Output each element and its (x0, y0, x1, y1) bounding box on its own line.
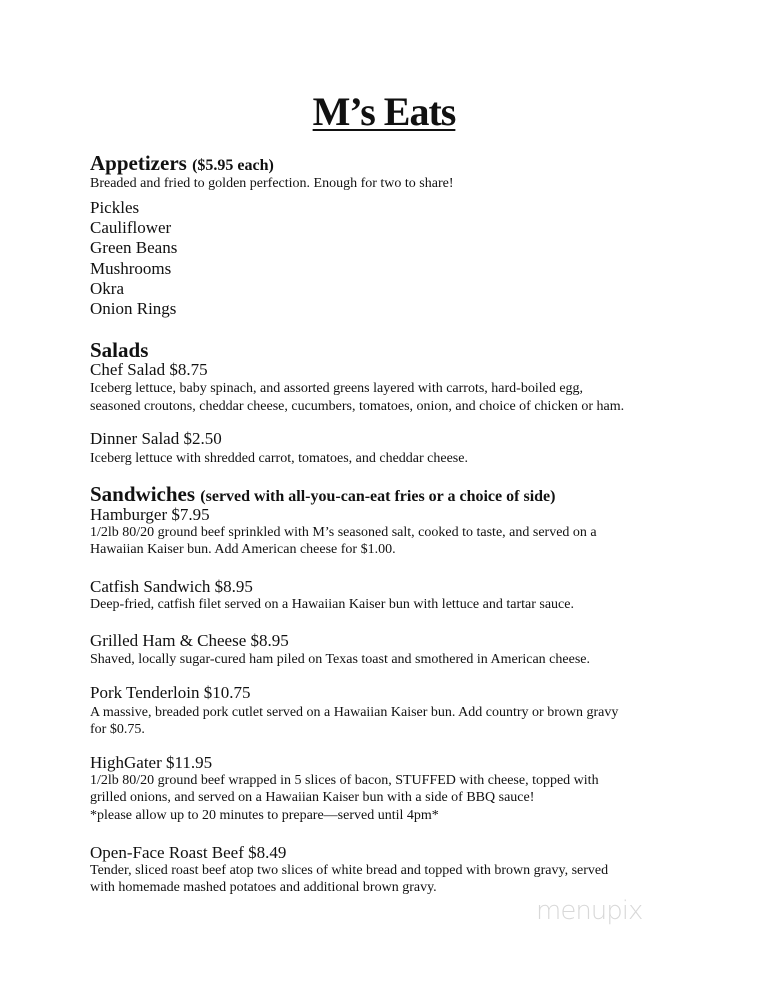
list-item: Mushrooms (90, 258, 172, 278)
appetizers-list (90, 198, 177, 319)
menu-item-description: grilled onions, and served on a Hawaiian Kaiser bun with a side of BBQ sauce! (90, 790, 535, 805)
menu-item-description: 1/2lb 80/20 ground beef wrapped in 5 slices of bacon, STUFFED with cheese, topped with (90, 773, 599, 788)
menu-item-description: Tender, sliced roast beef atop two slices of white bread and topped with brown gravy, served (90, 863, 609, 878)
menu-item-description: Shaved, locally sugar-cured ham piled on Texas toast and smothered in American cheese. (90, 652, 590, 667)
appetizers-heading-label: Appetizers (90, 151, 187, 175)
menu-item-name: Grilled Ham & Cheese $8.95 (90, 631, 289, 650)
menu-item-name: Pork Tenderloin $10.75 (90, 683, 251, 702)
salads-heading: Salads (90, 338, 149, 362)
menu-item-name: Chef Salad $8.75 (90, 360, 208, 379)
menu-item-description: for $0.75. (90, 722, 145, 737)
sandwiches-heading-label: Sandwiches (90, 482, 196, 506)
menu-item-description: *please allow up to 20 minutes to prepare—served until 4pm* (90, 808, 439, 823)
menu-item-name: HighGater $11.95 (90, 753, 213, 772)
menu-item-name: Dinner Salad $2.50 (90, 429, 222, 448)
menu-item-name: Hamburger $7.95 (90, 505, 210, 524)
menu-item-description: Deep-fried, catfish filet served on a Hawaiian Kaiser bun with lettuce and tartar sauce. (90, 597, 574, 612)
list-item: Green Beans (90, 238, 178, 258)
menu-item-name: Catfish Sandwich $8.95 (90, 577, 253, 596)
appetizers-description: Breaded and fried to golden perfection. Enough for two to share! (90, 176, 454, 191)
sandwiches-note: (served with all-you-can-eat fries or a choice of side) (200, 488, 556, 505)
watermark: menupix (536, 896, 643, 926)
list-item: Okra (90, 278, 124, 298)
menu-item-description: seasoned croutons, cheddar cheese, cucumbers, tomatoes, onion, and choice of chicken or ham. (90, 399, 625, 414)
menu-item-description: with homemade mashed potatoes and additional brown gravy. (90, 880, 437, 895)
menu-item-description: A massive, breaded pork cutlet served on a Hawaiian Kaiser bun. Add country or brown gravy (90, 705, 619, 720)
appetizers-heading (90, 151, 274, 178)
menu-item-description: Iceberg lettuce with shredded carrot, tomatoes, and cheddar cheese. (90, 451, 468, 466)
list-item: Cauliflower (90, 218, 172, 238)
menu-item-description: Iceberg lettuce, baby spinach, and assorted greens layered with carrots, hard-boiled egg, (90, 381, 584, 396)
menu-item-name: Open-Face Roast Beef $8.49 (90, 843, 287, 862)
appetizers-price-note: ($5.95 each) (192, 157, 274, 174)
page-title: M’s Eats (312, 89, 456, 134)
list-item: Pickles (90, 198, 140, 217)
menu-item-description: 1/2lb 80/20 ground beef sprinkled with M’s seasoned salt, cooked to taste, and served on a (90, 525, 597, 540)
menu-item-description: Hawaiian Kaiser bun. Add American cheese for $1.00. (90, 542, 396, 557)
list-item: Onion Rings (90, 299, 177, 319)
